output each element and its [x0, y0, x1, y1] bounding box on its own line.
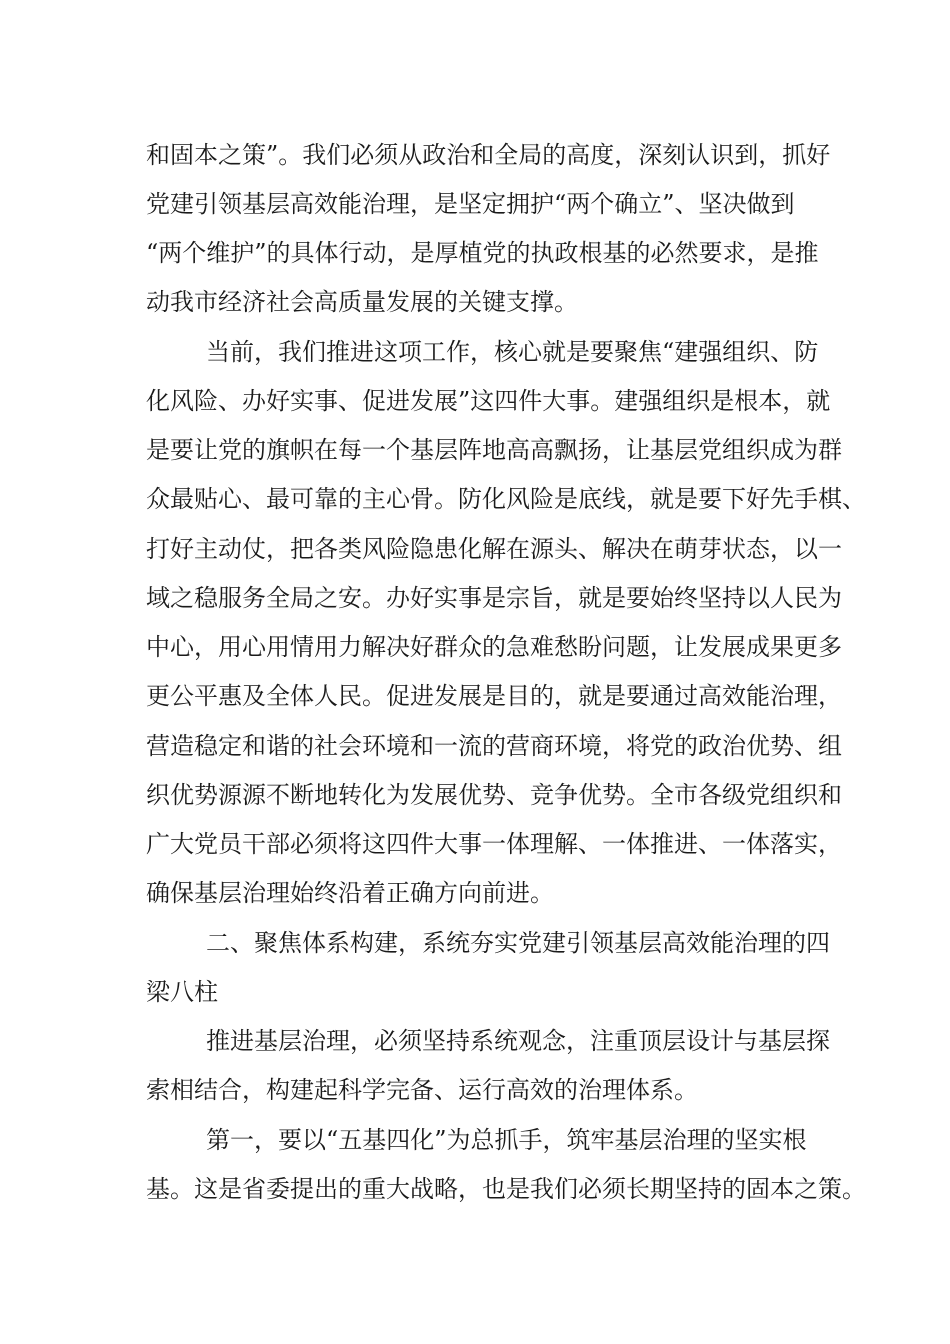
text-line: 化风险、办好实事、促进发展”这四件大事。建强组织是根本，就 — [146, 387, 831, 415]
text-line: 更公平惠及全体人民。促进发展是目的，就是要通过高效能治理， — [146, 682, 842, 710]
text-line: 是要让党的旗帜在每一个基层阵地高高飘扬，让基层党组织成为群 — [146, 436, 842, 464]
text-line: 确保基层治理始终沿着正确方向前进。 — [146, 879, 554, 907]
text-line: “两个维护”的具体行动，是厚植党的执政根基的必然要求，是推 — [146, 239, 819, 267]
paragraph-first-line: 推进基层治理，必须坚持系统观念，注重顶层设计与基层探 — [206, 1027, 830, 1055]
text-line: 索相结合，构建起科学完备、运行高效的治理体系。 — [146, 1076, 698, 1104]
text-line: 基。这是省委提出的重大战略，也是我们必须长期坚持的固本之策。 — [146, 1175, 866, 1203]
section-heading-line: 二、聚焦体系构建，系统夯实党建引领基层高效能治理的四 — [206, 929, 830, 957]
paragraph-first-line: 当前，我们推进这项工作，核心就是要聚焦“建强组织、防 — [206, 338, 819, 366]
section-heading-line: 梁八柱 — [146, 978, 218, 1006]
text-line: 众最贴心、最可靠的主心骨。防化风险是底线，就是要下好先手棋、 — [146, 485, 866, 513]
paragraph-first-line: 第一，要以“五基四化”为总抓手，筑牢基层治理的坚实根 — [206, 1126, 807, 1154]
text-line: 广大党员干部必须将这四件大事一体理解、一体推进、一体落实， — [146, 830, 842, 858]
text-line: 党建引领基层高效能治理，是坚定拥护“两个确立”、坚决做到 — [146, 190, 795, 218]
text-line: 打好主动仗，把各类风险隐患化解在源头、解决在萌芽状态，以一 — [146, 535, 842, 563]
text-line: 域之稳服务全局之安。办好实事是宗旨，就是要始终坚持以人民为 — [146, 584, 842, 612]
text-line: 织优势源源不断地转化为发展优势、竞争优势。全市各级党组织和 — [146, 781, 842, 809]
text-line: 动我市经济社会高质量发展的关键支撑。 — [146, 288, 578, 316]
text-line: 营造稳定和谐的社会环境和一流的营商环境，将党的政治优势、组 — [146, 732, 842, 760]
text-line: 中心，用心用情用力解决好群众的急难愁盼问题，让发展成果更多 — [146, 633, 842, 661]
text-line: 和固本之策”。我们必须从政治和全局的高度，深刻认识到，抓好 — [146, 141, 831, 169]
